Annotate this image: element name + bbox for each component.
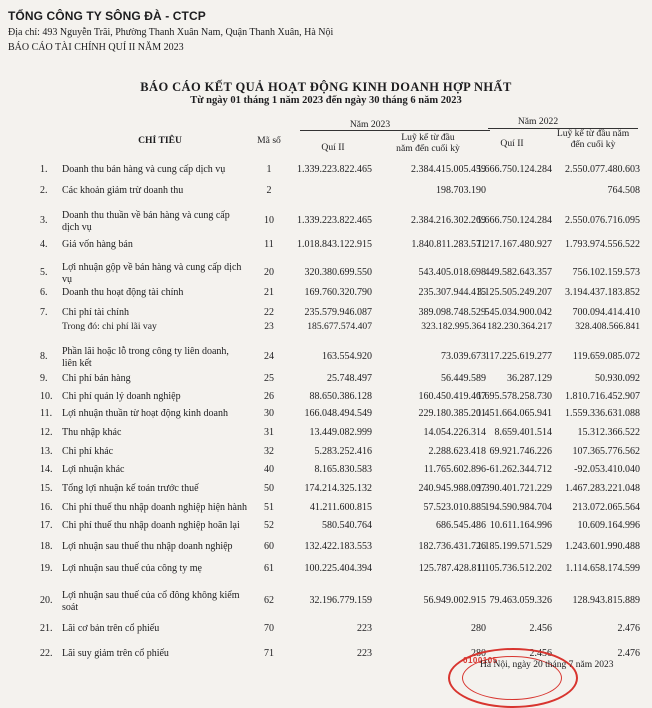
value-ytd-2022: -92.053.410.040 — [574, 464, 640, 475]
value-ytd-2023: 160.450.419.467 — [418, 391, 486, 402]
row-number: 15. — [40, 483, 53, 494]
row-label — [62, 446, 250, 458]
col-header-q2-2023: Quí II — [321, 142, 345, 153]
value-q2-2022: 10.611.164.996 — [489, 520, 552, 531]
row-code: 22 — [264, 307, 274, 318]
value-q2-2023: 8.165.830.583 — [314, 464, 372, 475]
value-q2-2023: 25.748.497 — [327, 373, 372, 384]
value-q2-2022: 79.463.059.326 — [489, 595, 552, 606]
value-ytd-2022: 10.609.164.996 — [577, 520, 640, 531]
row-label-line1: Giá vốn hàng bán — [62, 239, 133, 250]
value-ytd-2023: 280 — [471, 648, 486, 659]
row-code: 25 — [264, 373, 274, 384]
value-ytd-2022: 764.508 — [607, 185, 640, 196]
row-label-line1: Doanh thu thuần về bán hàng và cung cấp — [62, 210, 230, 221]
value-ytd-2023: 73.039.673 — [441, 351, 486, 362]
row-number: 9. — [40, 373, 48, 384]
row-number: 12. — [40, 427, 53, 438]
row-number: 19. — [40, 563, 53, 574]
row-label-line1: Các khoản giảm trừ doanh thu — [62, 185, 184, 196]
row-code: 24 — [264, 351, 274, 362]
value-q2-2022: -61.262.344.712 — [486, 464, 552, 475]
row-label-line2: dịch vụ — [62, 221, 92, 233]
value-ytd-2022: 50.930.092 — [595, 373, 640, 384]
row-label — [62, 164, 250, 176]
row-number: 17. — [40, 520, 53, 531]
row-label — [62, 185, 250, 197]
value-q2-2023: 169.760.320.790 — [304, 287, 372, 298]
row-code: 2 — [266, 185, 272, 196]
row-number: 6. — [40, 287, 48, 298]
row-label-line1: Chi phí quản lý doanh nghiệp — [62, 391, 181, 402]
row-label-line1: Lợi nhuận sau thuế của cổ đông không kiểm — [62, 590, 240, 601]
value-q2-2023: 41.211.600.815 — [309, 502, 372, 513]
row-label — [62, 391, 250, 403]
value-ytd-2023: 2.288.623.418 — [428, 446, 486, 457]
row-label — [62, 563, 250, 575]
value-ytd-2022: 1.810.716.452.907 — [565, 391, 640, 402]
row-code: 31 — [264, 427, 274, 438]
value-ytd-2023: 2.384.216.302.269 — [411, 215, 486, 226]
value-ytd-2023: 56.949.002.915 — [423, 595, 486, 606]
value-ytd-2022: 328.408.566.841 — [575, 321, 640, 332]
row-label-line1: Tổng lợi nhuận kế toán trước thuế — [62, 483, 199, 494]
row-label-line2: vụ — [62, 273, 72, 285]
row-label — [62, 427, 250, 439]
value-ytd-2022: 1.793.974.556.522 — [565, 239, 640, 250]
value-ytd-2023: 323.182.995.364 — [421, 321, 486, 332]
header-rule-2023 — [300, 130, 490, 131]
row-number: 4. — [40, 239, 48, 250]
col-header-year-2022: Năm 2022 — [517, 116, 559, 127]
value-q2-2023: 185.677.574.407 — [307, 321, 372, 332]
value-ytd-2022: 700.094.414.410 — [572, 307, 640, 318]
value-ytd-2023: 2.384.415.005.459 — [411, 164, 486, 175]
row-code: 11 — [264, 239, 274, 250]
value-q2-2022: 1.105.736.512.202 — [477, 563, 552, 574]
value-ytd-2023: 543.405.018.698 — [418, 267, 486, 278]
report-label: BÁO CÁO TÀI CHÍNH QUÍ II NĂM 2023 — [8, 42, 184, 53]
row-number: 1. — [40, 164, 48, 175]
value-q2-2023: 223 — [357, 648, 372, 659]
value-q2-2022: 8.659.401.514 — [494, 427, 552, 438]
row-code: 21 — [264, 287, 274, 298]
row-code: 51 — [264, 502, 274, 513]
value-q2-2022: 1.695.578.258.730 — [477, 391, 552, 402]
row-label-line2: soát — [62, 601, 79, 613]
col-header-ytd-2023-line1: Luỹ kế từ đầu — [401, 132, 455, 143]
value-ytd-2023: 56.449.589 — [441, 373, 486, 384]
row-label — [62, 483, 250, 495]
value-q2-2023: 1.018.843.122.915 — [297, 239, 372, 250]
row-label — [62, 502, 250, 514]
row-code: 23 — [264, 321, 274, 332]
row-label — [62, 590, 250, 613]
value-q2-2023: 223 — [357, 623, 372, 634]
value-ytd-2022: 1.243.601.990.488 — [565, 541, 640, 552]
row-code: 26 — [264, 391, 274, 402]
col-header-ytd-2023-line2: năm đến cuối kỳ — [396, 143, 460, 154]
row-label — [62, 648, 250, 660]
row-code: 20 — [264, 267, 274, 278]
value-ytd-2022: 3.194.437.183.852 — [565, 287, 640, 298]
value-q2-2023: 88.650.386.128 — [309, 391, 372, 402]
row-code: 71 — [264, 648, 274, 659]
col-header-ytd-2023 — [380, 132, 476, 154]
col-header-indicator: CHỈ TIÊU — [138, 135, 182, 146]
row-label — [62, 520, 250, 532]
row-code: 10 — [264, 215, 274, 226]
value-q2-2022: 1.390.401.721.229 — [477, 483, 552, 494]
row-code: 50 — [264, 483, 274, 494]
row-label-line1: Lợi nhuận gộp về bán hàng và cung cấp dịch — [62, 262, 242, 273]
row-label — [62, 307, 250, 319]
report-period: Từ ngày 01 tháng 1 năm 2023 đến ngày 30 tháng 6 năm 2023 — [190, 95, 462, 106]
value-ytd-2023: 240.945.988.097 — [418, 483, 486, 494]
row-label — [62, 373, 250, 385]
row-label-line1: Phần lãi hoặc lỗ trong công ty liên doanh, — [62, 346, 229, 357]
row-label-line1: Lợi nhuận sau thuế thu nhập doanh nghiệp — [62, 541, 233, 552]
row-label-line1: Doanh thu bán hàng và cung cấp dịch vụ — [62, 164, 226, 175]
value-q2-2022: 117.225.619.277 — [484, 351, 552, 362]
value-ytd-2022: 2.476 — [617, 648, 640, 659]
row-code: 52 — [264, 520, 274, 531]
value-ytd-2023: 235.307.944.415 — [418, 287, 486, 298]
row-number: 16. — [40, 502, 53, 513]
value-q2-2022: 2.456 — [529, 648, 552, 659]
row-label — [62, 541, 250, 553]
value-ytd-2022: 1.114.658.174.599 — [565, 563, 640, 574]
value-q2-2023: 235.579.946.087 — [304, 307, 372, 318]
value-q2-2023: 1.339.223.822.465 — [297, 164, 372, 175]
value-ytd-2022: 756.102.159.573 — [572, 267, 640, 278]
row-number: 21. — [40, 623, 53, 634]
value-q2-2023: 32.196.779.159 — [309, 595, 372, 606]
value-ytd-2023: 11.765.602.896 — [423, 464, 486, 475]
value-ytd-2023: 1.840.811.283.571 — [411, 239, 486, 250]
row-code: 62 — [264, 595, 274, 606]
row-number: 18. — [40, 541, 53, 552]
value-q2-2023: 1.339.223.822.465 — [297, 215, 372, 226]
value-ytd-2022: 15.312.366.522 — [577, 427, 640, 438]
col-header-ytd-2022-line1: Luỹ kế từ đầu năm — [556, 128, 630, 139]
row-number: 3. — [40, 215, 48, 226]
row-code: 1 — [266, 164, 272, 175]
value-ytd-2023: 686.545.486 — [436, 520, 486, 531]
signing-date: Hà Nội, ngày 20 tháng 7 năm 2023 — [480, 660, 614, 670]
row-number: 2. — [40, 185, 48, 196]
row-label — [62, 210, 250, 233]
row-label — [62, 623, 250, 635]
value-ytd-2023: 182.736.431.726 — [418, 541, 486, 552]
value-q2-2023: 132.422.183.553 — [304, 541, 372, 552]
value-ytd-2022: 2.550.076.716.095 — [565, 215, 640, 226]
row-number: 14. — [40, 464, 53, 475]
value-ytd-2023: 198.703.190 — [436, 185, 486, 196]
row-number: 22. — [40, 648, 53, 659]
value-ytd-2023: 389.098.748.529 — [418, 307, 486, 318]
value-ytd-2022: 119.659.085.072 — [572, 351, 640, 362]
row-label — [62, 287, 250, 299]
value-ytd-2023: 125.787.428.811 — [418, 563, 486, 574]
value-q2-2022: 1.217.167.480.927 — [477, 239, 552, 250]
page-title: BÁO CÁO KẾT QUẢ HOẠT ĐỘNG KINH DOANH HỢP NHẤT — [140, 80, 512, 94]
row-code: 30 — [264, 408, 274, 419]
row-label-line1: Trong đó: chi phí lãi vay — [62, 321, 157, 332]
value-q2-2022: 2.456 — [529, 623, 552, 634]
row-code: 70 — [264, 623, 274, 634]
value-q2-2022: 449.582.643.357 — [484, 267, 552, 278]
row-number: 13. — [40, 446, 53, 457]
value-q2-2023: 580.540.764 — [322, 520, 372, 531]
row-label-line1: Chi phí thuế thu nhập doanh nghiệp hoãn lại — [62, 520, 240, 531]
value-ytd-2023: 229.180.385.201 — [418, 408, 486, 419]
row-label — [62, 408, 250, 420]
value-ytd-2023: 57.523.010.885 — [423, 502, 486, 513]
value-q2-2023: 320.380.699.550 — [304, 267, 372, 278]
value-q2-2022: 1.666.750.124.284 — [477, 215, 552, 226]
value-q2-2022: 69.921.746.226 — [489, 446, 552, 457]
row-label — [62, 262, 250, 285]
value-q2-2022: 36.287.129 — [507, 373, 552, 384]
value-q2-2022: 3.125.505.249.207 — [477, 287, 552, 298]
value-q2-2022: 182.230.364.217 — [487, 321, 552, 332]
row-code: 32 — [264, 446, 274, 457]
row-label-line1: Lãi suy giảm trên cổ phiếu — [62, 648, 169, 659]
col-header-year-2023: Năm 2023 — [349, 119, 391, 130]
value-q2-2023: 166.048.494.549 — [304, 408, 372, 419]
row-label-line1: Chi phí bán hàng — [62, 373, 131, 384]
company-address: Địa chỉ: 493 Nguyễn Trãi, Phường Thanh Xuân Nam, Quận Thanh Xuân, Hà Nội — [8, 27, 334, 38]
company-name: TỔNG CÔNG TY SÔNG ĐÀ - CTCP — [8, 9, 206, 23]
row-code: 60 — [264, 541, 274, 552]
row-label — [62, 239, 250, 251]
value-ytd-2022: 1.559.336.631.088 — [565, 408, 640, 419]
row-number: 7. — [40, 307, 48, 318]
value-ytd-2022: 107.365.776.562 — [572, 446, 640, 457]
value-q2-2022: 1.451.664.065.941 — [477, 408, 552, 419]
row-code: 40 — [264, 464, 274, 475]
value-q2-2023: 5.283.252.416 — [314, 446, 372, 457]
row-number: 8. — [40, 351, 48, 362]
row-label-line2: liên kết — [62, 357, 92, 369]
value-q2-2022: 1.666.750.124.284 — [477, 164, 552, 175]
row-number: 10. — [40, 391, 53, 402]
col-header-ytd-2022 — [540, 128, 646, 150]
value-q2-2023: 163.554.920 — [322, 351, 372, 362]
value-q2-2023: 13.449.082.999 — [309, 427, 372, 438]
row-label-line1: Lợi nhuận sau thuế của công ty mẹ — [62, 563, 202, 574]
row-label-line1: Chi phí thuế thu nhập doanh nghiệp hiện hành — [62, 502, 247, 513]
value-q2-2022: 545.034.900.042 — [484, 307, 552, 318]
row-label-line1: Thu nhập khác — [62, 427, 122, 438]
row-label-line1: Doanh thu hoạt động tài chính — [62, 287, 184, 298]
row-label-line1: Chi phí tài chính — [62, 307, 129, 318]
row-label-line1: Chi phí khác — [62, 446, 114, 457]
col-header-code: Mã số — [257, 135, 281, 146]
value-q2-2022: 1.185.199.571.529 — [477, 541, 552, 552]
company-seal-text: 0100105 — [463, 656, 498, 665]
row-number: 20. — [40, 595, 53, 606]
value-ytd-2022: 213.072.065.564 — [572, 502, 640, 513]
row-number: 5. — [40, 267, 48, 278]
row-label-line1: Lợi nhuận khác — [62, 464, 125, 475]
row-label — [62, 321, 250, 333]
value-ytd-2022: 2.550.077.480.603 — [565, 164, 640, 175]
row-code: 61 — [264, 563, 274, 574]
col-header-q2-2022: Quí II — [500, 138, 524, 149]
row-label — [62, 464, 250, 476]
value-ytd-2022: 2.476 — [617, 623, 640, 634]
value-ytd-2022: 1.467.283.221.048 — [565, 483, 640, 494]
row-number: 11. — [40, 408, 53, 419]
value-ytd-2023: 280 — [471, 623, 486, 634]
value-q2-2023: 174.214.325.132 — [304, 483, 372, 494]
value-ytd-2022: 128.943.815.889 — [572, 595, 640, 606]
col-header-ytd-2022-line2: đến cuối kỳ — [570, 139, 616, 150]
row-label-line1: Lợi nhuận thuần từ hoạt động kinh doanh — [62, 408, 228, 419]
value-q2-2023: 100.225.404.394 — [304, 563, 372, 574]
row-label-line1: Lãi cơ bản trên cổ phiếu — [62, 623, 160, 634]
value-ytd-2023: 14.054.226.314 — [423, 427, 486, 438]
row-label — [62, 346, 250, 369]
value-q2-2022: 194.590.984.704 — [484, 502, 552, 513]
